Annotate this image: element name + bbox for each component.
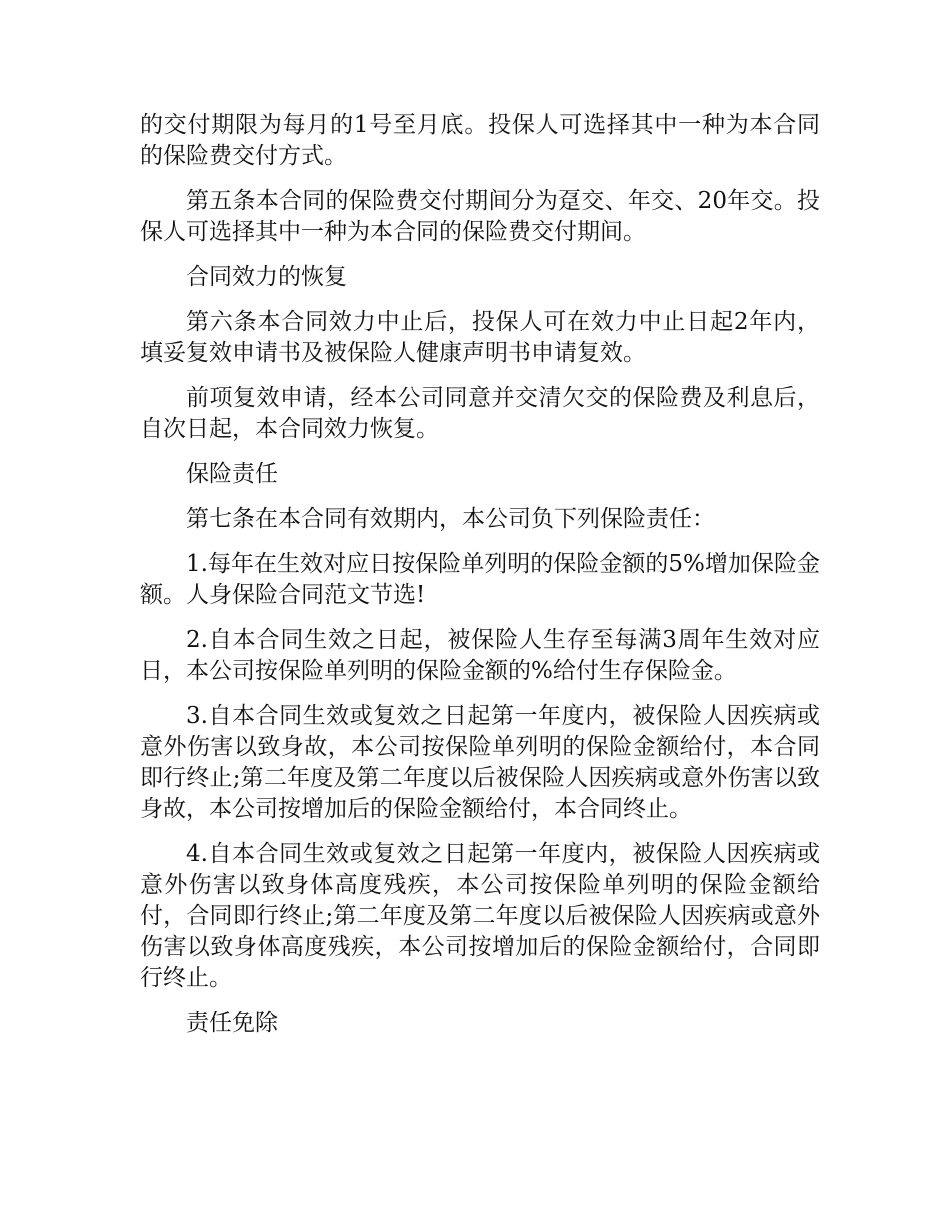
heading-insurance-liability: 保险责任 [186,461,278,487]
paragraph-item-2: 2.自本合同生效之日起，被保险人生存至每满3周年生效对应日，本公司按保险单列明的保险金额的%给付生存保险金。 [140,627,820,684]
paragraph-article-6: 第六条本合同效力中止后，投保人可在效力中止日起2年内，填妥复效申请书及被保险人健康声明书申请复效。 [140,309,820,366]
paragraph-item-3: 3.自本合同生效或复效之日起第一年度内，被保险人因疾病或意外伤害以致身故，本公司按保险单列明的保险金额给付，本合同即行终止;第二年度及第二年度以后被保险人因疾病或意外伤害以致身故，本公司按增加后的保险金额给付，本合同终止。 [140,703,820,822]
document-page [140,110,820,1053]
heading-exclusions: 责任免除 [186,1010,278,1036]
paragraph-article-5: 第五条本合同的保险费交付期间分为趸交、年交、20年交。投保人可选择其中一种为本合同的保险费交付期间。 [140,188,820,245]
paragraph-item-1: 1.每年在生效对应日按保险单列明的保险金额的5%增加保险金额。人身保险合同范文节选! [140,551,820,608]
paragraph-article-7: 第七条在本合同有效期内，本公司负下列保险责任： [186,506,715,532]
paragraph-item-4: 4.自本合同生效或复效之日起第一年度内，被保险人因疾病或意外伤害以致身体高度残疾，本公司按保险单列明的保险金额给付，合同即行终止;第二年度及第二年度以后被保险人因疾病或意外伤害以致身体高度残疾，本公司按增加后的保险金额给付，合同即行终止。 [140,841,820,991]
paragraph-reinstatement-approval: 前项复效申请，经本公司同意并交清欠交的保险费及利息后，自次日起，本合同效力恢复。 [140,385,820,442]
heading-contract-reinstatement: 合同效力的恢复 [186,264,347,290]
paragraph-payment-deadline: 的交付期限为每月的1号至月底。投保人可选择其中一种为本合同的保险费交付方式。 [140,112,820,169]
